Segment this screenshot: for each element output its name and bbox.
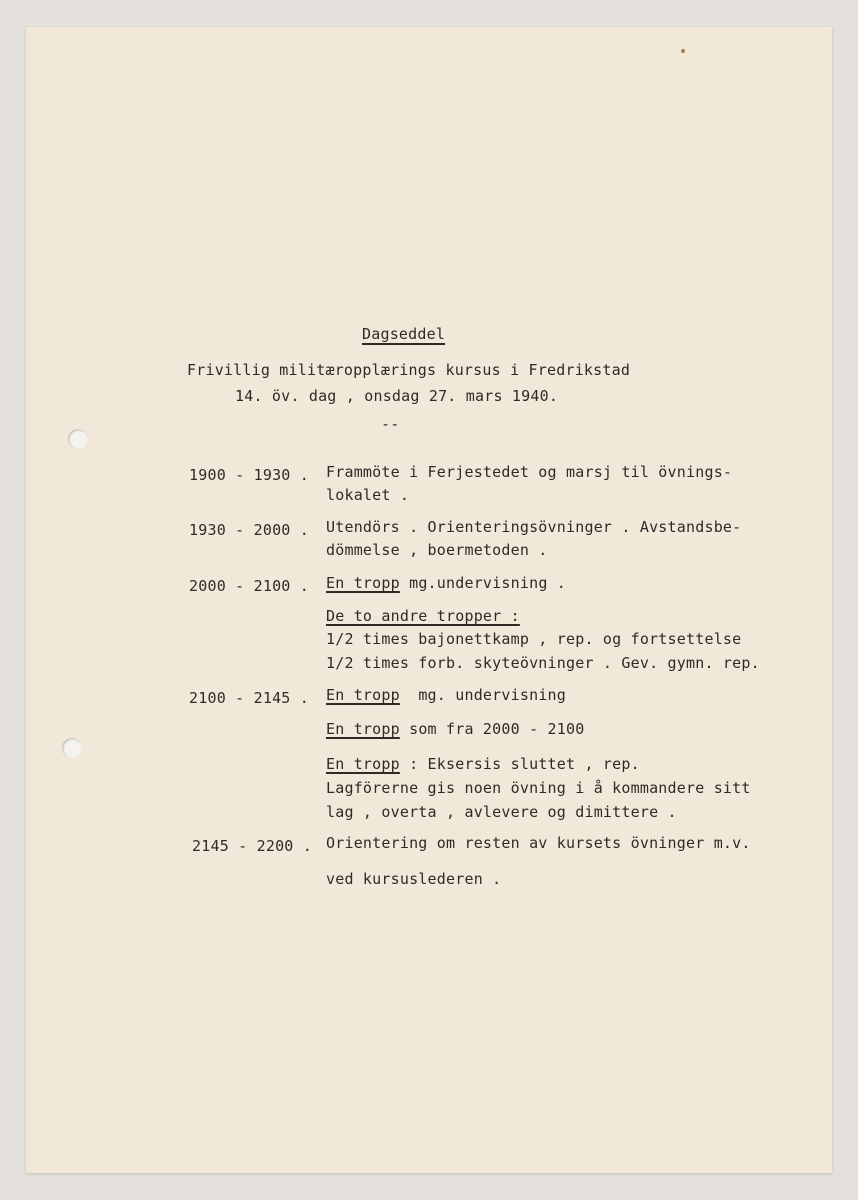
schedule-text: 1/2 times forb. skyteövninger . Gev. gymn. rep.	[326, 654, 760, 672]
underlined-text: En tropp	[326, 686, 400, 704]
paper-speck	[681, 49, 685, 53]
schedule-time: 2100 - 2145 .	[189, 689, 309, 707]
document-subtitle-course: Frivillig militæropplærings kursus i Fredrikstad	[187, 361, 631, 379]
schedule-text	[326, 686, 566, 704]
schedule-text: 1/2 times bajonettkamp , rep. og fortsettelse	[326, 630, 742, 648]
schedule-text-rest: mg.undervisning .	[399, 574, 567, 592]
schedule-time: 2145 - 2200 .	[192, 837, 312, 855]
schedule-text: lokalet .	[326, 486, 410, 504]
schedule-text: Lagförerne gis noen övning i å kommandere sitt	[326, 779, 751, 797]
punch-hole-top	[68, 429, 88, 449]
schedule-time: 1930 - 2000 .	[189, 521, 309, 539]
underlined-text: De to andre tropper :	[326, 607, 520, 625]
schedule-text-rest: : Eksersis sluttet , rep.	[399, 755, 640, 773]
underlined-text: En tropp	[326, 720, 400, 738]
schedule-text: dömmelse , boermetoden .	[326, 541, 548, 559]
schedule-text-rest: som fra 2000 - 2100	[399, 720, 585, 738]
schedule-time: 2000 - 2100 .	[189, 577, 309, 595]
schedule-text	[326, 607, 520, 625]
schedule-text	[326, 574, 566, 592]
schedule-text: Orientering om resten av kursets övninger m.v.	[326, 834, 751, 852]
separator-dash: --	[381, 415, 400, 433]
schedule-text	[326, 720, 584, 738]
document-subtitle-date: 14. öv. dag , onsdag 27. mars 1940.	[235, 387, 559, 405]
document-title: Dagseddel	[362, 325, 446, 343]
underlined-text: En tropp	[326, 574, 400, 592]
punch-hole-bottom	[62, 738, 82, 758]
schedule-text: Utendörs . Orienteringsövninger . Avstandsbe-	[326, 518, 742, 536]
schedule-text: Frammöte i Ferjestedet og marsj til övnings-	[326, 463, 733, 481]
schedule-text: lag , overta , avlevere og dimittere .	[326, 803, 677, 821]
schedule-time: 1900 - 1930 .	[189, 466, 309, 484]
schedule-text-rest: mg. undervisning	[399, 686, 567, 704]
schedule-text: ved kursuslederen .	[326, 870, 502, 888]
underlined-text: En tropp	[326, 755, 400, 773]
document-page	[26, 27, 832, 1173]
schedule-text	[326, 755, 640, 773]
